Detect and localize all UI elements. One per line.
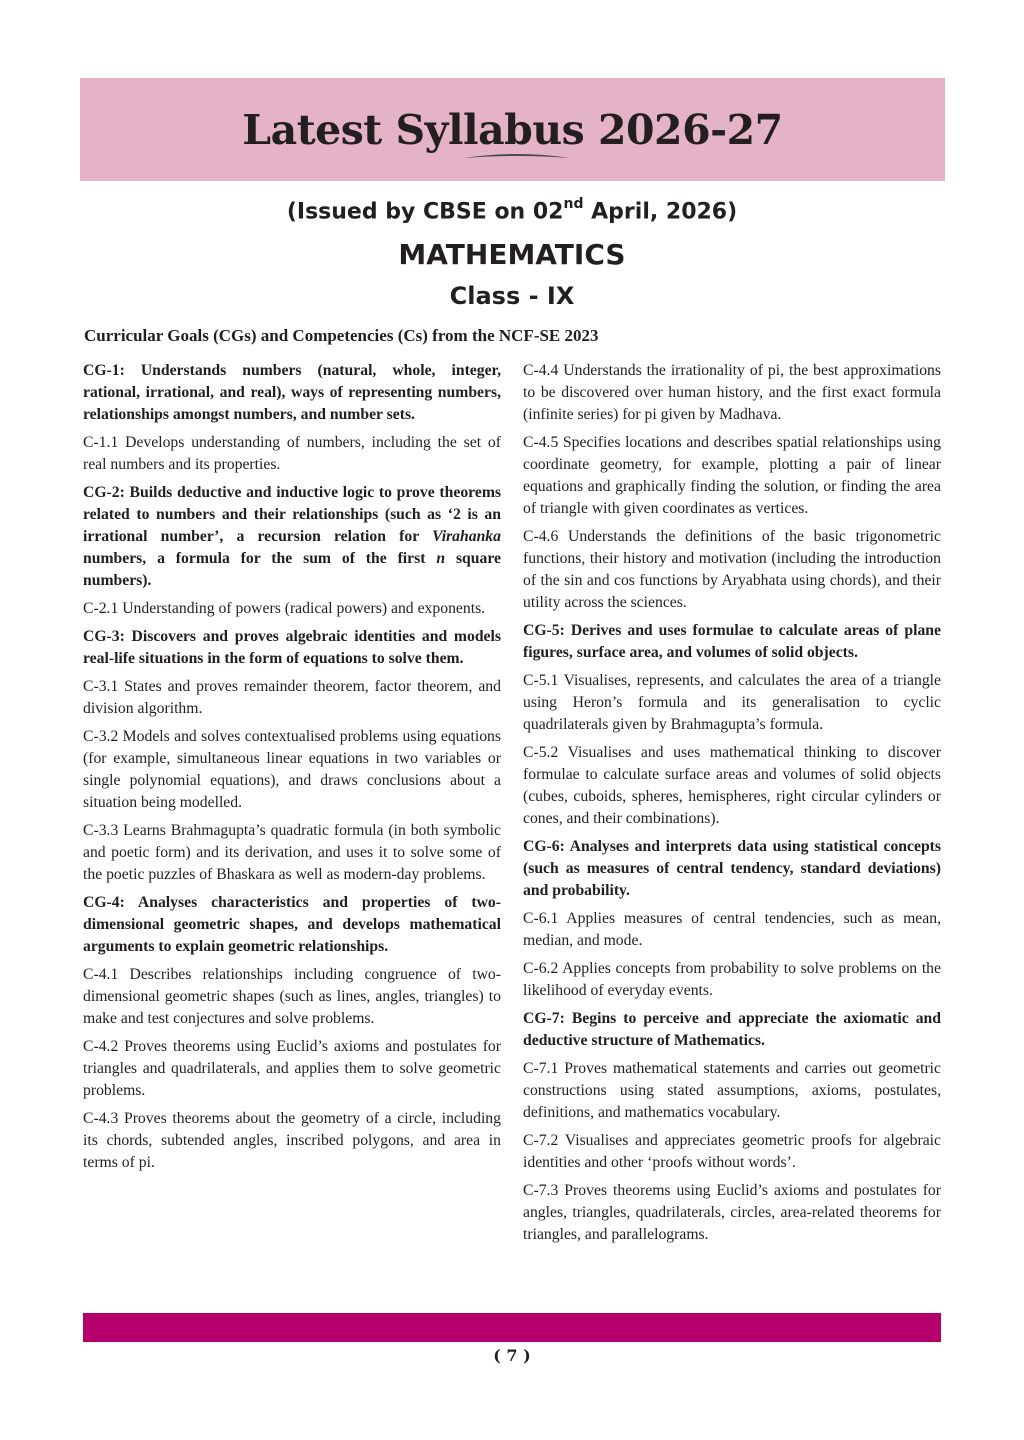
right-column: [523, 360, 941, 1252]
section-intro: Curricular Goals (CGs) and Competencies (Cs) from the NCF-SE 2023: [84, 326, 599, 345]
footer-bar: [83, 1313, 941, 1342]
competency: C-4.6 Understands the definitions of the basic trigonometric functions, their history and motivation (including the introduction of the sin and cos functions by Aryabhata using chords), and their utility across the sciences.: [523, 528, 941, 611]
competency: C-4.4 Understands the irrationality of pi, the best approximations to be discovered over human history, and the first exact formula (infinite series) for pi given by Madhava.: [523, 362, 941, 423]
curricular-goal: CG-5: Derives and uses formulae to calculate areas of plane figures, surface area, and volumes of solid objects.: [523, 622, 941, 661]
competency: C-7.3 Proves theorems using Euclid’s axioms and postulates for angles, triangles, quadrilaterals, circles, area-related theorems for triangles, and parallelograms.: [523, 1182, 941, 1243]
curricular-goal: CG-3: Discovers and proves algebraic identities and models real-life situations in the form of equations to solve them.: [83, 628, 501, 667]
curricular-goal: CG-7: Begins to perceive and appreciate the axiomatic and deductive structure of Mathematics.: [523, 1010, 941, 1049]
subject-heading: MATHEMATICS: [398, 238, 626, 271]
competency: C-5.1 Visualises, represents, and calculates the area of a triangle using Heron’s formula and its generalisation to cyclic quadrilaterals given by Brahmagupta’s formula.: [523, 672, 941, 733]
curricular-goal: CG-1: Understands numbers (natural, whole, integer, rational, irrational, and real), ways of representing numbers, relationships amongst numbers, and number sets.: [83, 362, 501, 423]
competency: C-4.3 Proves theorems about the geometry of a circle, including its chords, subtended angles, inscribed polygons, and area in terms of pi.: [83, 1110, 501, 1171]
competency: C-3.1 States and proves remainder theorem, factor theorem, and division algorithm.: [83, 678, 501, 717]
issued-suffix: April, 2026): [583, 199, 738, 225]
curricular-goal: CG-6: Analyses and interprets data using statistical concepts (such as measures of central tendency, standard deviations) and probability.: [523, 838, 941, 899]
competency: C-4.2 Proves theorems using Euclid’s axioms and postulates for triangles and quadrilaterals, and applies them to solve geometric problems.: [83, 1038, 501, 1099]
title-banner: [80, 78, 945, 181]
issued-superscript: nd: [563, 196, 584, 212]
competency: C-6.2 Applies concepts from probability to solve problems on the likelihood of everyday events.: [523, 960, 941, 999]
title-underline-decoration: [462, 152, 572, 162]
competency: C-3.2 Models and solves contextualised problems using equations (for example, simultaneous linear equations in two variables or single polynomial equations), and draws conclusions about a situation being modelled.: [83, 728, 501, 811]
competency: C-4.5 Specifies locations and describes spatial relationships using coordinate geometry, for example, plotting a pair of linear equations and graphically finding the solution, or finding the area of triangle with given coordinates as vertices.: [523, 434, 941, 517]
class-heading: Class - IX: [449, 282, 575, 310]
page-number: ( 7 ): [493, 1346, 531, 1365]
issued-line: [0, 198, 1024, 224]
left-column: [83, 360, 501, 1180]
competency: C-7.2 Visualises and appreciates geometric proofs for algebraic identities and other ‘proofs without words’.: [523, 1132, 941, 1171]
competency: C-6.1 Applies measures of central tendencies, such as mean, median, and mode.: [523, 910, 941, 949]
competency: C-7.1 Proves mathematical statements and carries out geometric constructions using stated assumptions, axioms, postulates, definitions, and mathematics vocabulary.: [523, 1060, 941, 1121]
competency: C-5.2 Visualises and uses mathematical thinking to discover formulae to calculate surface areas and volumes of solid objects (cubes, cuboids, spheres, hemispheres, right circular cylinders or cones, and their combinations).: [523, 744, 941, 827]
issued-prefix: (Issued by CBSE on 02: [286, 199, 564, 225]
competency: C-2.1 Understanding of powers (radical powers) and exponents.: [83, 600, 486, 617]
competency: C-3.3 Learns Brahmagupta’s quadratic formula (in both symbolic and poetic form) and its derivation, and uses it to solve some of the poetic puzzles of Bhaskara as well as modern-day problems.: [83, 822, 501, 883]
curricular-goal: CG-2: Builds deductive and inductive logic to prove theorems related to numbers and their relationships (such as ‘2 is an irrational number’, a recursion relation for Virahanka numbers, a formula for the sum of the first n square numbers).: [83, 484, 501, 589]
curricular-goal: CG-4: Analyses characteristics and properties of two-dimensional geometric shapes, and develops mathematical arguments to explain geometric relationships.: [83, 894, 501, 955]
competency: C-4.1 Describes relationships including congruence of two-dimensional geometric shapes (such as lines, angles, triangles) to make and test conjectures and solve problems.: [83, 966, 501, 1027]
page-title: Latest Syllabus 2026-27: [242, 106, 783, 154]
competency: C-1.1 Develops understanding of numbers, including the set of real numbers and its properties.: [83, 434, 501, 473]
